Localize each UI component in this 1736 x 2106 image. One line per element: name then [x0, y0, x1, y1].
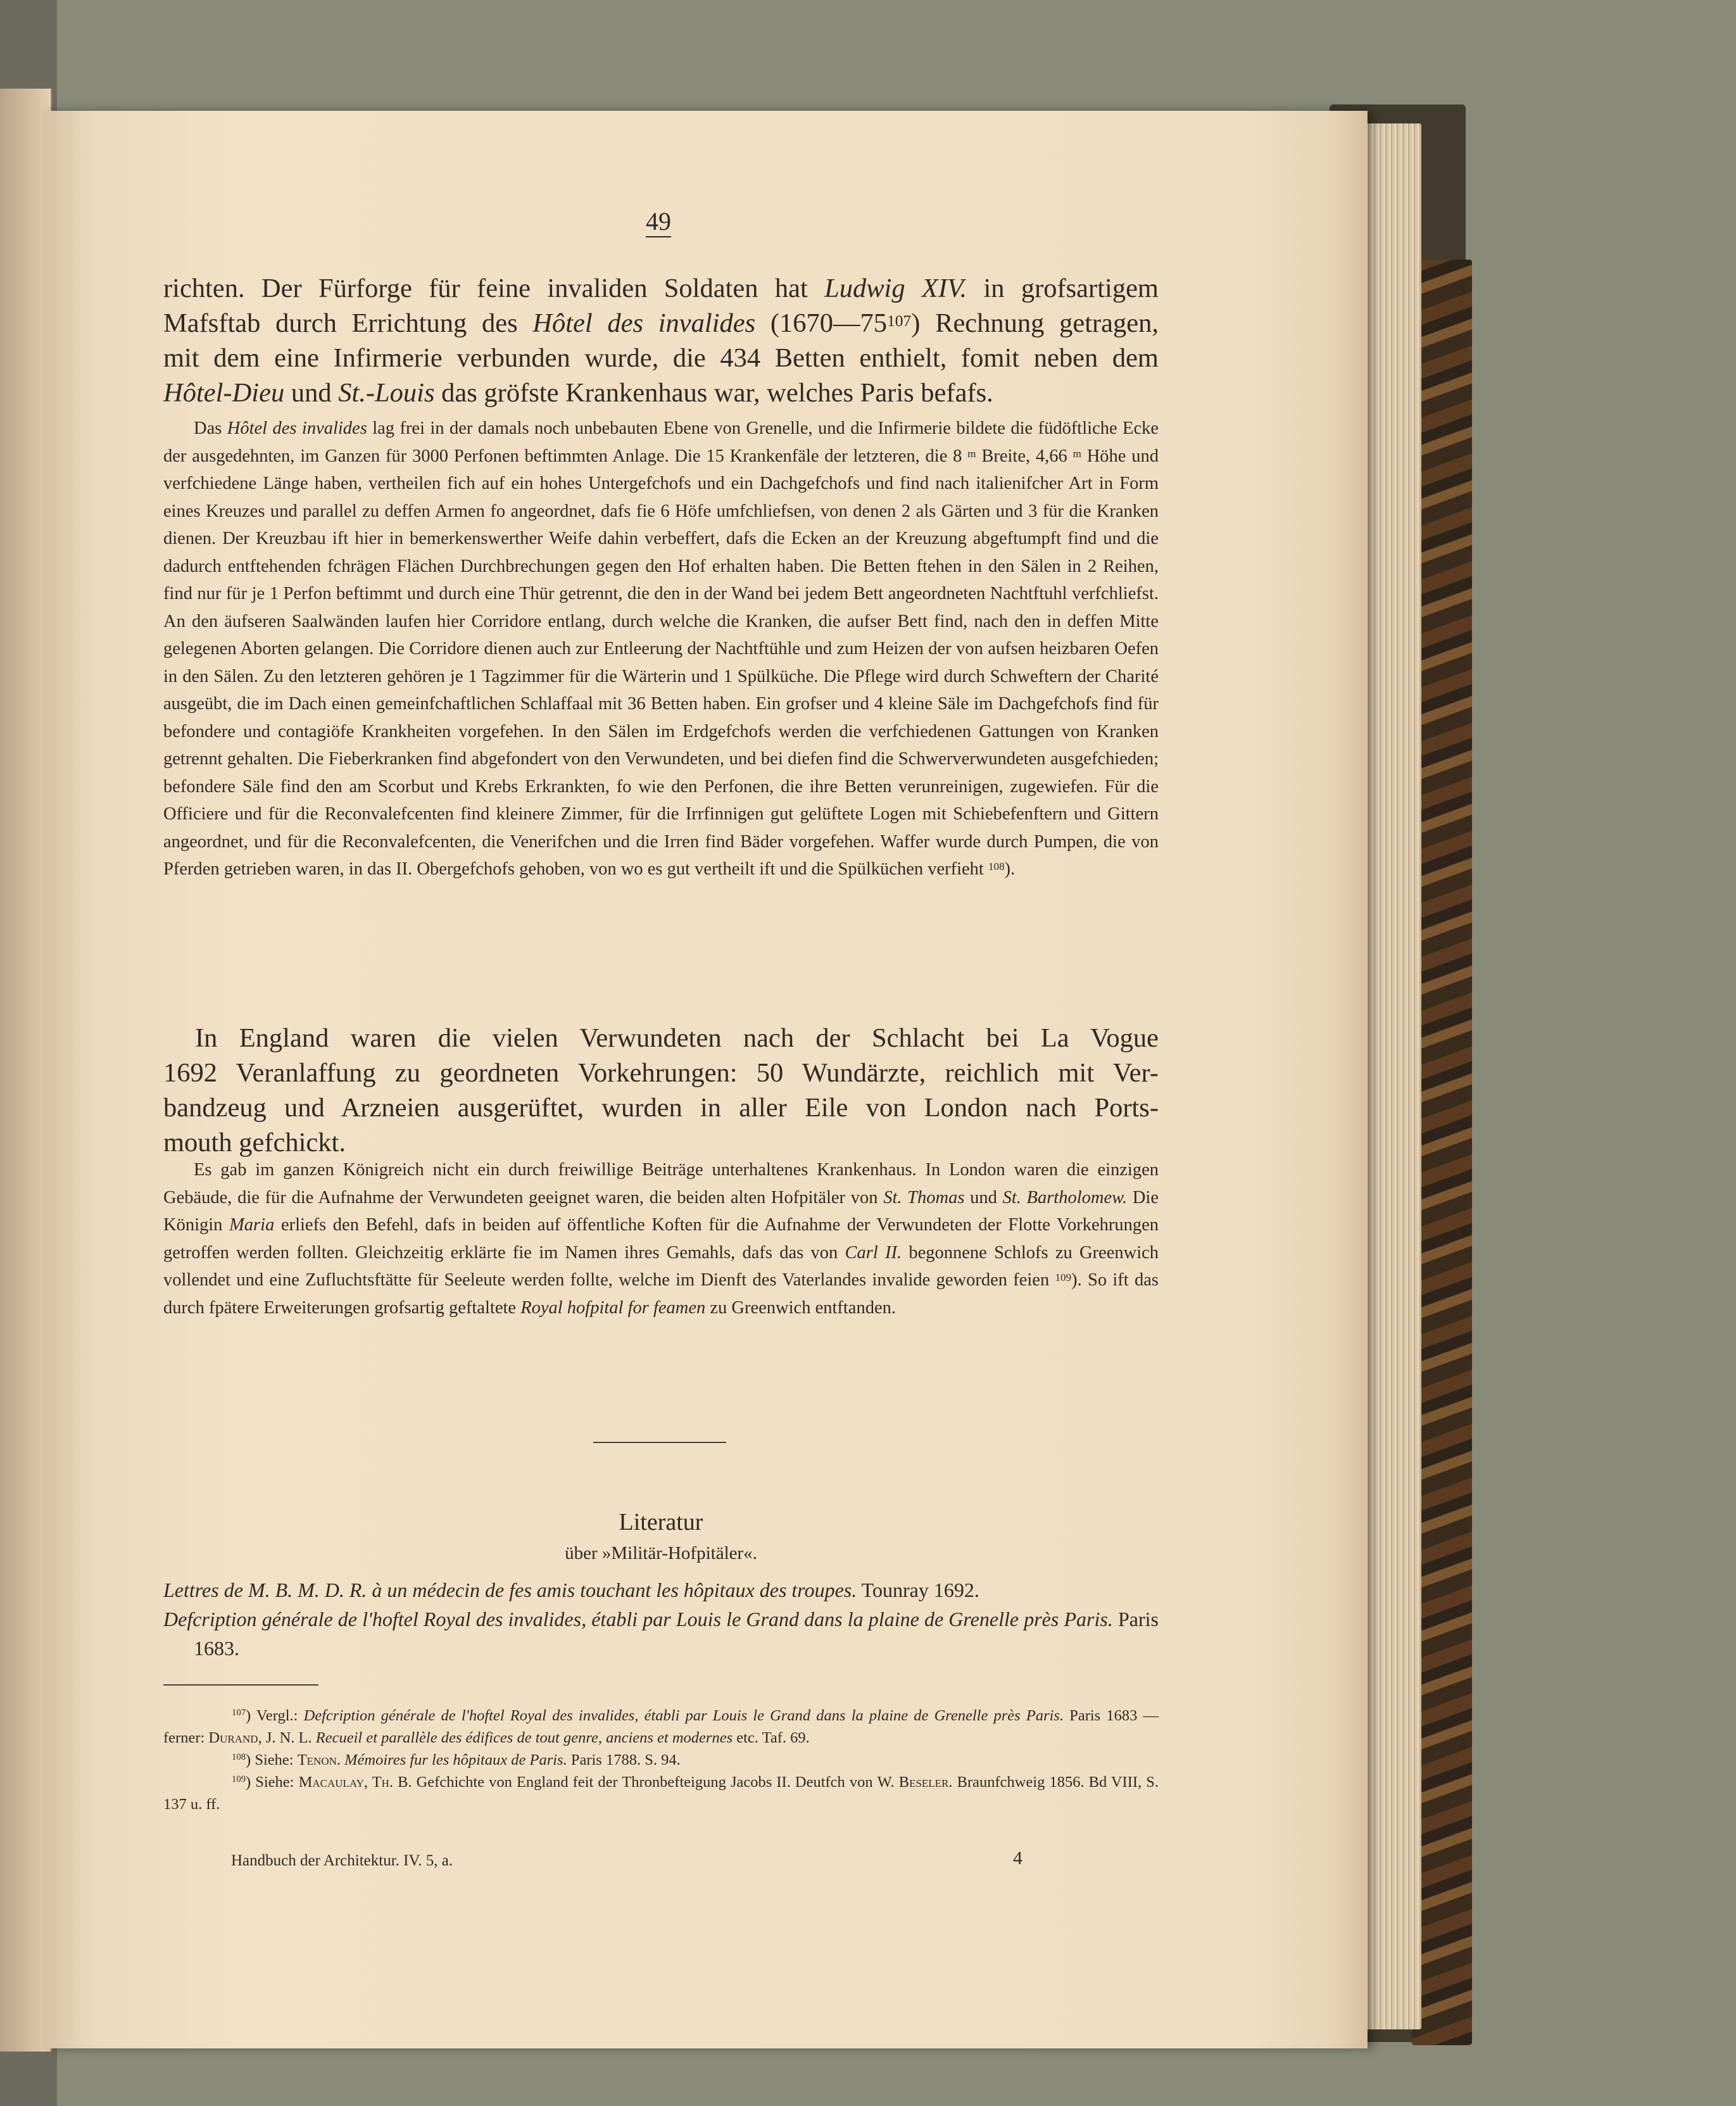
italic-text: Maria [229, 1215, 275, 1235]
italic-text: Hôtel des invalides [532, 308, 756, 338]
small-caps-name: Durand [208, 1729, 258, 1746]
superscript: 109 [232, 1774, 246, 1784]
footer-signature: Handbuch der Architektur. IV. 5, a. [231, 1852, 453, 1869]
small-caps-name: Macaulay, Th. B. [298, 1774, 412, 1791]
italic-text: Defcription générale de l'hoftel Royal des invalides, établi par Louis le Grand dans la plaine de Grenelle près Paris. [163, 1608, 1113, 1630]
superscript: 107 [887, 312, 912, 330]
text-line: In England waren die vielen Verwundeten nach der Schlacht bei La Vogue [195, 1023, 1159, 1053]
text-line: mouth gefchickt. [163, 1128, 346, 1157]
superscript: m [1072, 447, 1081, 460]
italic-text: Hôtel-Dieu [163, 378, 285, 408]
text-line: richten. Der Fürforge für feine invaliden Soldaten hat Ludwig XIV. in grofsartigem [163, 274, 1159, 303]
superscript: 109 [1055, 1271, 1072, 1283]
footnote-rule [163, 1684, 318, 1686]
england-description: Es gab im ganzen Königreich nicht ein durch freiwillige Beiträge unterhaltenes Krankenhaus. In London waren die einzigen Gebäude, die für die Aufnahme der Verwundeten geeignet waren, die beiden alten Hofpitäler von St. Thomas und St. Bartholomew. Die Königin Maria erliefs den Befehl, dafs in beiden auf öffentliche Koften für die Aufnahme der Verwundeten der Flotte Vorkehrungen getroffen werden follten. Gleichzeitig erklärte fie im Namen ihres Gemahls, dafs das von Carl II. begonnene Schlofs zu Greenwich vollendet und eine Zufluchtsftätte für Seeleute werden follte, welche im Dienft des Vaterlandes invalide geworden feien $^{109}$). So ift das durch fpätere Erweiterungen grofsartig geftaltete Royal hofpital for feamen zu Greenwich entftanden. [163, 1160, 1159, 1318]
italic-text: Lettres de M. B. M. D. R. à un médecin de fes amis touchant les hôpitaux des troupes. [163, 1579, 857, 1601]
small-paragraph-1 [163, 415, 1159, 883]
lead-paragraph-2 [163, 1021, 1159, 1160]
small-paragraph-2 [163, 1156, 1159, 1321]
text-line: 1692 Veranlaffung zu geordneten Vorkehrungen: 50 Wundärzte, reichlich mit Ver- [163, 1058, 1159, 1088]
superscript: m [967, 447, 976, 460]
italic-text: Defcription générale de l'hoftel Royal des invalides, établi par Louis le Grand dans la plaine de Grenelle près Paris. [303, 1707, 1064, 1724]
footnote-109: $^{109}$) Siehe: Macaulay, Th. B. Gefchichte von England feit der Thronbefteigung Jacobs II. Deutfch von W. Beseler. Braunfchweig 1856. Bd VIII, S. 137 u. ff. [163, 1774, 1159, 1813]
invalides-description: Das Hôtel des invalides lag frei in der damals noch unbebauten Ebene von Grenelle, und die Infirmerie bildete die füdöftliche Ecke der ausgedehnten, im Ganzen für 3000 Perfonen beftimmten Anlage. Die 15 Krankenfäle der letzteren, die 8 $^m$ Breite, 4,66 $^m$ Höhe und verfchiedene Länge haben, vertheilen fich auf ein hohes Untergefchofs und ein Dachgefchofs und find nach italienifcher Art in Form eines Kreuzes und parallel zu deffen Armen fo angeordnet, dafs fie 6 Höfe umfchliefsen, von denen 2 als Gärten und 3 für die Kranken dienen. Der Kreuzbau ift hier in bemerkenswerther Weife dahin verbeffert, dafs die Ecken an der Kreuzung abgeftumpft find und die dadurch entftehenden fchrägen Flächen Durchbrechungen gegen den Hof erhalten haben. Die Betten ftehen in den Sälen in 2 Reihen, find nur für je 1 Perfon beftimmt und durch eine Thür getrennt, die den in der Wand bei jedem Bett angeordneten Nachtftuhl verfchliefst. An den äufseren Saalwänden laufen hier Corridore entlang, durch welche die Kranken, die aufser Bett find, nach den in deffen Mitte gelegenen Aborten gelangen. Die Corridore dienen auch zur Entleerung der Nachtftühle und zum Heizen der von aufsen heizbaren Oefen in den Sälen. Zu den letzteren gehören je 1 Tagzimmer für die Wärterin und 1 Spülküche. Die Pflege wird durch Schweftern der Charité ausgeübt, die im Dach einen gemeinfchaftlichen Schlaffaal mit 36 Betten haben. Ein grofser und 4 kleine Säle im Dachgefchofs find für befondere und contagiöfe Krankheiten vorgefehen. In den Sälen im Erdgefchofs werden die verfchiedenen Gattungen von Kranken getrennt gehalten. Die Fieberkranken find abgefondert von den Verwundeten, und bei diefen find die Schwerverwundeten ausgefchieden; befondere Säle find den am Scorbut und Krebs Erkrankten, fo wie den Perfonen, die ihre Betten verunreinigen, zugewiefen. Für die Officiere und für die Reconvalefcenten find kleinere Zimmer, für die Irrfinnigen gut gelüftete Logen mit Schiebefenftern und Gittern angeordnet, und für die Reconvalefcenten, die Venerifchen und die Irren find Bäder vorgefehen. Waffer wurde durch Pumpen, die von Pferden getrieben waren, in das II. Obergefchofs gehoben, von wo es gut vertheilt ift und die Spülküchen verfieht $^{108}$). [163, 419, 1159, 879]
small-caps-name: Tenon. [297, 1751, 341, 1769]
footer-sheet-number: 4 [1013, 1848, 1022, 1869]
footnote-108: $^{108}$) Siehe: Tenon. Mémoires fur les hôpitaux de Paris. Paris 1788. S. 94. [232, 1751, 681, 1769]
superscript: 108 [232, 1752, 246, 1762]
text-line: bandzeug und Arzneien ausgerüftet, wurden in aller Eile von London nach Ports- [163, 1093, 1159, 1123]
italic-text: Carl II. [845, 1242, 902, 1263]
literature-subtitle: über »Militär-Hofpitäler«. [565, 1543, 757, 1563]
text-line: mit dem eine Infirmerie verbunden wurde, die 434 Betten enthielt, fomit neben dem [163, 343, 1159, 373]
italic-text: St. Thomas [883, 1187, 965, 1207]
italic-text: Royal hofpital for feamen [520, 1297, 706, 1318]
italic-text: Recueil et parallèle des édifices de tout genre, anciens et modernes [315, 1729, 733, 1746]
literature-entry: Defcription générale de l'hoftel Royal des invalides, établi par Louis le Grand dans la plaine de Grenelle près Paris. Paris 1683. [163, 1608, 1159, 1660]
superscript: 108 [988, 861, 1005, 873]
superscript: 107 [232, 1708, 246, 1718]
literature-entry: Lettres de M. B. M. D. R. à un médecin de fes amis touchant les hôpitaux des troupes. Tounray 1692. [163, 1579, 979, 1601]
italic-text: Ludwig XIV. [824, 274, 967, 303]
literature-list [163, 1575, 1159, 1663]
lead-paragraph-1 [163, 271, 1159, 410]
footnote-107: $^{107}$) Vergl.: Defcription générale de l'hoftel Royal des invalides, établi par Louis le Grand dans la plaine de Grenelle près Paris. Paris 1683 — ferner: Durand, J. N. L. Recueil et parallèle des édifices de tout genre, anciens et modernes etc. Taf. 69. [163, 1707, 1159, 1746]
text-line: Hôtel-Dieu und St.-Louis das gröfste Krankenhaus war, welches Paris befafs. [163, 378, 993, 408]
text-line: Mafsftab durch Errichtung des Hôtel des invalides $(1670—75^{107})$ Rechnung getragen, [163, 308, 1159, 338]
small-caps-name: W. Beseler. [877, 1774, 953, 1791]
italic-text: Mémoires fur les hôpitaux de Paris. [344, 1751, 567, 1769]
page-number: 49 [646, 207, 671, 236]
italic-text: Hôtel des invalides [227, 419, 367, 438]
section-divider [593, 1442, 726, 1443]
italic-text: St.-Louis [338, 378, 435, 408]
footnotes [163, 1705, 1159, 1815]
literature-title: Literatur [619, 1509, 703, 1535]
italic-text: St. Bartholomew. [1002, 1187, 1128, 1207]
